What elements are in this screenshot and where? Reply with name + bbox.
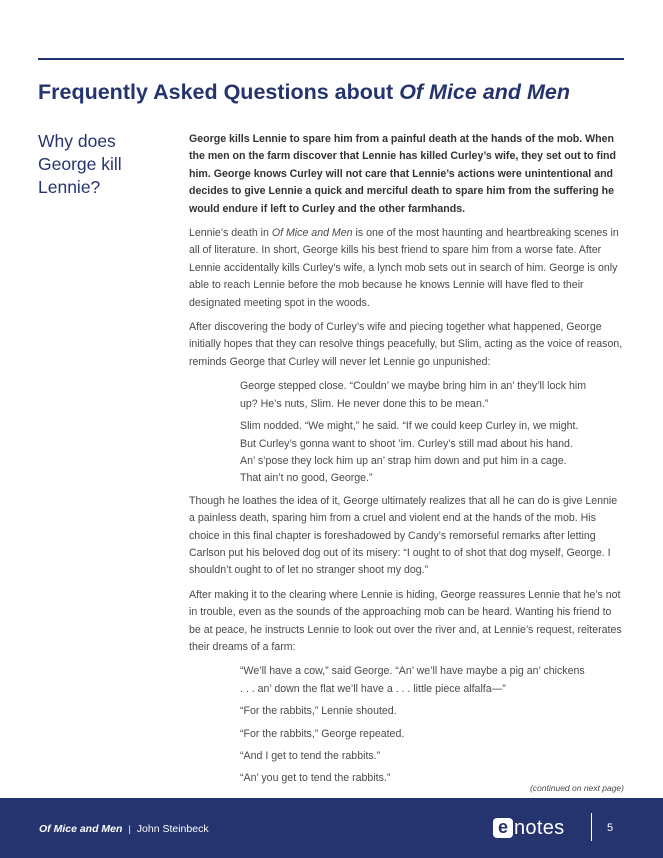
footer-author: John Steinbeck (136, 823, 209, 835)
lead-paragraph: George kills Lennie to spare him from a painful death at the hands of the mob. When the men on the farm discover that Lennie has killed Curley’s wife, they set out to find him. George knows Curley will not care that Lennie’s actions were unintentional and decides to give Lennie a quick and merciful death to spare him from the suffering he would endure if left to Curley and the other farmhands. (189, 133, 616, 215)
quote-paragraph: “And I get to tend the rabbits.” (240, 750, 381, 762)
block-quote-2 (189, 663, 590, 787)
title-book-name: Of Mice and Men (399, 80, 571, 104)
page-number: 5 (607, 822, 614, 834)
quote-paragraph: Slim nodded. “We might,” he said. “If we could keep Curley in, we might. But Curley’s gonna want to shoot ’im. Curley’s still mad about his hand. An’ s’pose they lock him up an’ strap him down and put him in a cage. That ain’t no good, George.” (240, 420, 579, 485)
question-heading: Why does George kill Lennie? (38, 131, 122, 197)
enotes-logo-mark-icon: e (493, 818, 513, 838)
answer-body (189, 131, 625, 793)
quote-paragraph: “For the rabbits,” Lennie shouted. (240, 705, 397, 718)
quote-paragraph: “For the rabbits,” George repeated. (240, 727, 405, 740)
body-paragraph-3: Though he loathes the idea of it, George ultimately realizes that all he can do is give Lennie a painless death, sparing him from a cruel and violent end at the hands of the mob. His choice in this final chapter is foreshadowed by Candy’s remorseful remarks after letting Carlson put his beloved dog out of its misery: “I ought to of shot that dog myself, George. I shouldn’t ought to of let no stranger shoot my dog.” (189, 494, 618, 577)
body-paragraph-1: Lennie’s death in Of Mice and Men is one of the most haunting and heartbreaking scenes in all of literature. In short, George kills his best friend to spare him from a worse fate. After Lennie accidentally kills Curley’s wife, a lynch mob sets out in search of him. George is only able to reach Lennie before the mob because he knows Lennie will have fled to their designated meeting spot in the woods. (189, 227, 619, 309)
enotes-logo (493, 817, 564, 839)
quote-paragraph: “An’ you get to tend the rabbits.” (240, 772, 391, 785)
footer-book-title: Of Mice and Men (39, 823, 123, 835)
header-rule (38, 58, 624, 60)
body-paragraph-4: After making it to the clearing where Lennie is hiding, George reassures Lennie that he’s not in trouble, even as the sounds of the approaching mob can be heard. Wanting his friend to be at peace, he instructs Lennie to look out over the river and, at Lennie’s request, reiterates their dreams of a farm: (189, 588, 622, 653)
quote-paragraph: “We’ll have a cow,” said George. “An’ we’ll have maybe a pig an’ chickens . . . an’ down the flat we’ll have a . . . little piece alfalfa—” (240, 665, 585, 695)
block-quote-1 (189, 378, 590, 487)
page-footer (0, 798, 663, 858)
footer-book-credit (39, 823, 209, 835)
footer-divider (591, 813, 592, 841)
footer-separator: | (128, 824, 131, 834)
body-paragraph-2: After discovering the body of Curley’s wife and piecing together what happened, George initially hopes that they can resolve things peacefully, but Slim, acting as the voice of reason, reminds George that Curley will never let Lennie go unpunished: (189, 321, 623, 368)
enotes-logo-text: notes (514, 816, 565, 839)
continued-note: (continued on next page) (529, 783, 624, 793)
quote-paragraph: George stepped close. “Couldn’ we maybe bring him in an’ they’ll lock him up? He’s nuts, Slim. He never done this to be mean.” (240, 380, 587, 410)
page-title: Frequently Asked Questions about Of Mice and Men (38, 80, 571, 104)
